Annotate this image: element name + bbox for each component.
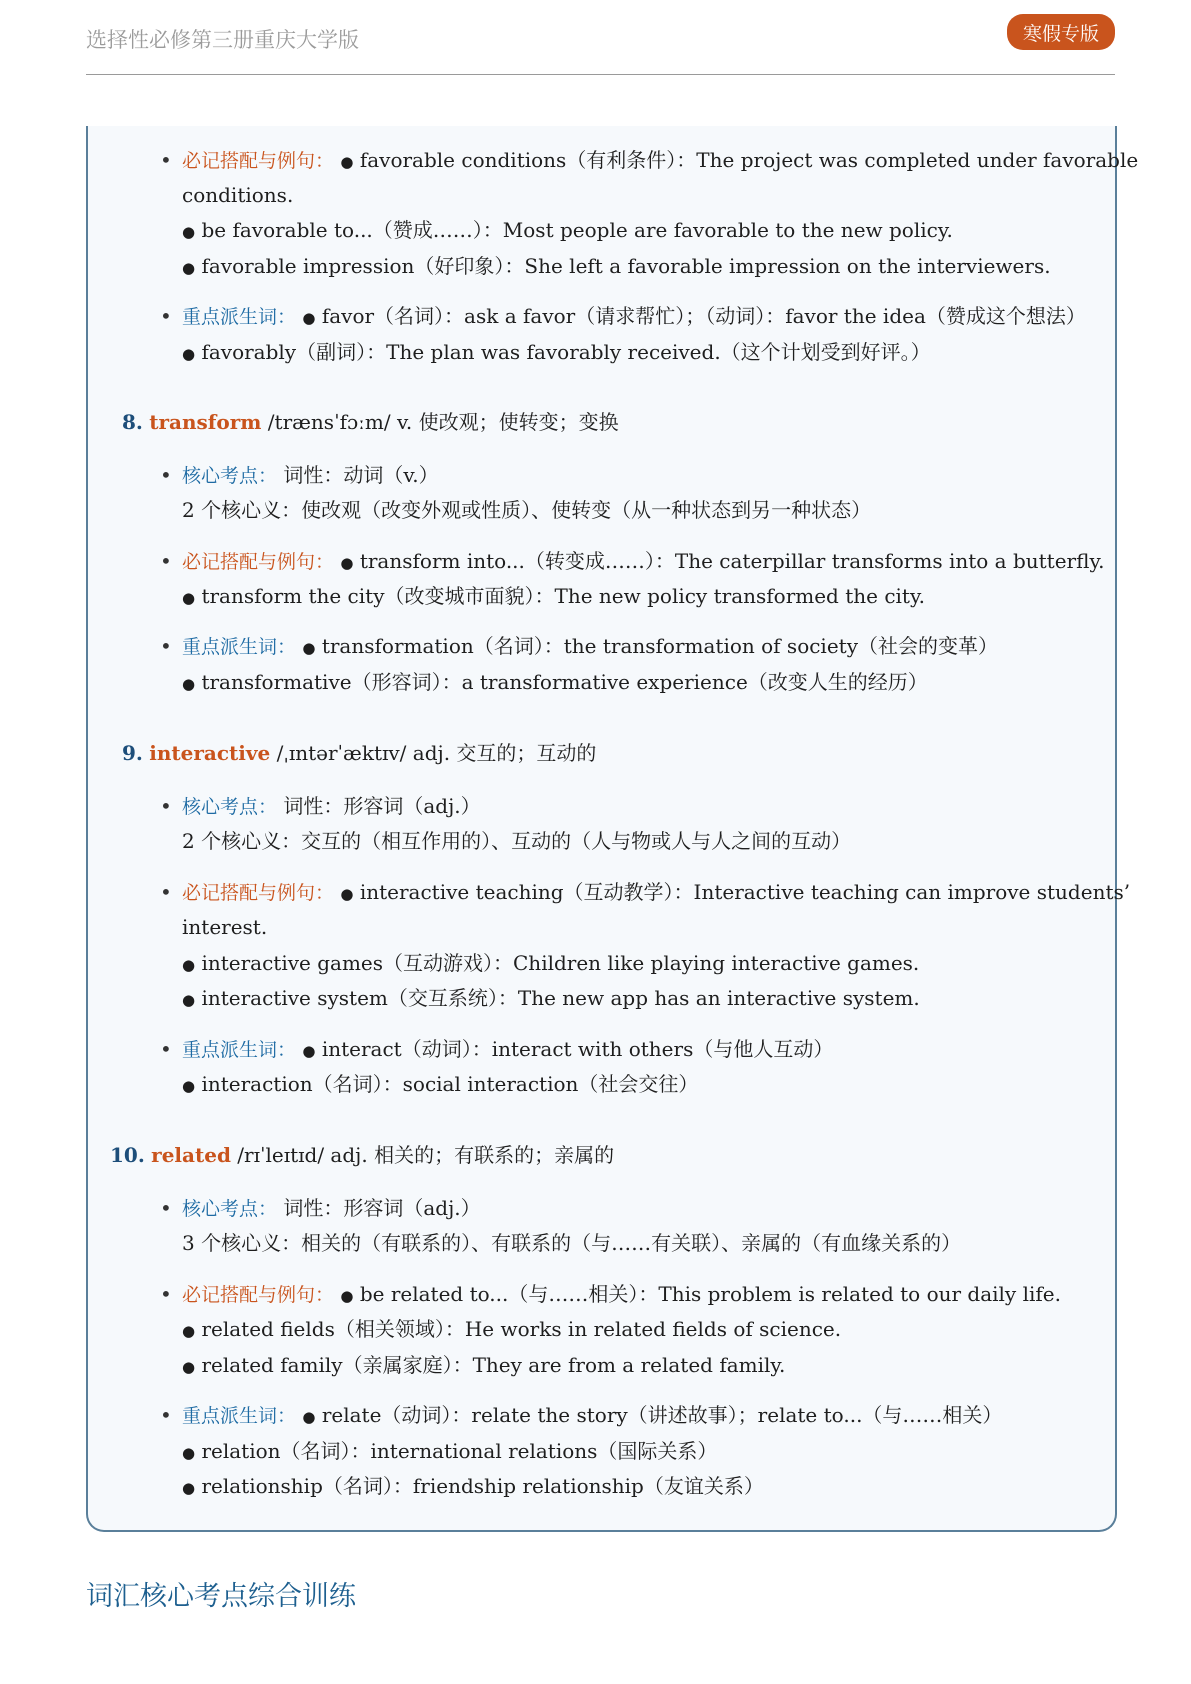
core-line: 2 个核心义：交互的（相互作用的）、互动的（人与物或人与人之间的互动）	[182, 829, 852, 853]
bullet: •	[160, 1403, 172, 1427]
entry-number: 10.	[110, 1143, 145, 1167]
core-line: 3 个核心义：相关的（有联系的）、有联系的（与……有关联）、亲属的（有血缘关系的）	[182, 1231, 962, 1255]
derivative-block: 重点派生词： ● transformation（名词）：the transformation of society（社会的变革）	[182, 634, 998, 658]
derivative-label: 重点派生词：	[182, 306, 297, 328]
collocation-line: ● interactive system（交互系统）：The new app has an interactive system.	[182, 986, 920, 1010]
core-block	[182, 462, 439, 489]
collocation-block: 必记搭配与例句： ● be related to...（与……相关）：This problem is related to our daily life.	[182, 1282, 1061, 1306]
bullet: •	[160, 634, 172, 658]
entry-word: transform	[149, 410, 262, 434]
collocation-line: transform into...（转变成……）：The caterpillar transforms into a butterfly.	[359, 549, 1105, 573]
collocation-line: interest.	[182, 915, 268, 939]
derivative-line: favor（名词）：ask a favor（请求帮忙）；（动词）：favor the idea（赞成这个想法）	[321, 304, 1086, 328]
entry-number: 8.	[122, 410, 143, 434]
header-title: 选择性必修第三册重庆大学版	[86, 28, 359, 52]
section-title: 词汇核心考点综合训练	[86, 1581, 356, 1612]
collocation-label: 必记搭配与例句：	[182, 551, 335, 573]
derivative-line: relate（动词）：relate the story（讲述故事）；relate to...（与……相关）	[321, 1403, 1003, 1427]
collocation-line: favorable conditions（有利条件）：The project was completed under favorable	[359, 148, 1139, 172]
collocation-block: 必记搭配与例句： ● interactive teaching（互动教学）：Interactive teaching can improve students’	[182, 880, 1131, 904]
derivative-block: 重点派生词： ● interact（动词）：interact with others（与他人互动）	[182, 1037, 834, 1061]
core-line: 2 个核心义：使改观（改变外观或性质）、使转变（从一种状态到另一种状态）	[182, 498, 872, 522]
entry-number: 9.	[122, 741, 143, 765]
derivative-label: 重点派生词：	[182, 1039, 297, 1061]
core-label: 核心考点：	[182, 465, 278, 487]
core-label: 核心考点：	[182, 796, 278, 818]
bullet: •	[160, 463, 172, 487]
core-block	[182, 793, 481, 820]
bullet: •	[160, 1282, 172, 1306]
core-line: 词性：形容词（adj.）	[283, 794, 481, 818]
derivative-block: 重点派生词： ● favor（名词）：ask a favor（请求帮忙）；（动词）：favor the idea（赞成这个想法）	[182, 304, 1086, 328]
collocation-block: 必记搭配与例句： ● transform into...（转变成……）：The caterpillar transforms into a butterfly.	[182, 549, 1105, 573]
entry-definition: /rɪˈleɪtɪd/ adj. 相关的；有联系的；亲属的	[230, 1143, 615, 1167]
core-label: 核心考点：	[182, 1198, 278, 1220]
edition-badge: 寒假专版	[1007, 14, 1115, 50]
entry-heading	[122, 740, 596, 766]
derivative-line: ● favorably（副词）：The plan was favorably received.（这个计划受到好评。）	[182, 340, 931, 364]
derivative-label: 重点派生词：	[182, 1405, 297, 1427]
entry-definition: /trænsˈfɔːm/ v. 使改观；使转变；变换	[261, 410, 619, 434]
bullet: •	[160, 304, 172, 328]
entry-word: interactive	[149, 741, 271, 765]
collocation-line: conditions.	[182, 183, 294, 207]
collocation-line: ● be favorable to...（赞成……）：Most people are favorable to the new policy.	[182, 218, 953, 242]
collocation-line: ● transform the city（改变城市面貌）：The new policy transformed the city.	[182, 584, 925, 608]
core-line: 词性：形容词（adj.）	[283, 1196, 481, 1220]
bullet: •	[160, 549, 172, 573]
bullet: •	[160, 1196, 172, 1220]
entry-word: related	[151, 1143, 231, 1167]
entry-heading	[122, 409, 619, 435]
derivative-line: ● transformative（形容词）：a transformative experience（改变人生的经历）	[182, 670, 928, 694]
entry-heading	[110, 1142, 614, 1168]
bullet: •	[160, 880, 172, 904]
bullet: •	[160, 1037, 172, 1061]
collocation-line: ● related fields（相关领域）：He works in related fields of science.	[182, 1317, 842, 1341]
derivative-line: interact（动词）：interact with others（与他人互动）	[321, 1037, 834, 1061]
collocation-line: ● interactive games（互动游戏）：Children like playing interactive games.	[182, 951, 920, 975]
bullet: •	[160, 794, 172, 818]
collocation-label: 必记搭配与例句：	[182, 1284, 335, 1306]
derivative-label: 重点派生词：	[182, 636, 297, 658]
core-line: 词性：动词（v.）	[283, 463, 439, 487]
collocation-block: 必记搭配与例句： ● favorable conditions（有利条件）：The project was completed under favorable	[182, 148, 1139, 172]
collocation-line: ● favorable impression（好印象）：She left a favorable impression on the interviewers.	[182, 254, 1051, 278]
header-divider	[86, 74, 1115, 75]
bullet: •	[160, 148, 172, 172]
core-block	[182, 1195, 481, 1222]
derivative-block: 重点派生词： ● relate（动词）：relate the story（讲述故事）；relate to...（与……相关）	[182, 1403, 1003, 1427]
derivative-line: transformation（名词）：the transformation of society（社会的变革）	[321, 634, 998, 658]
entry-definition: /ˌɪntərˈæktɪv/ adj. 交互的；互动的	[270, 741, 597, 765]
collocation-label: 必记搭配与例句：	[182, 882, 335, 904]
derivative-line: ● interaction（名词）：social interaction（社会交往）	[182, 1072, 699, 1096]
collocation-line: ● related family（亲属家庭）：They are from a related family.	[182, 1353, 786, 1377]
derivative-line: ● relation（名词）：international relations（国际关系）	[182, 1439, 718, 1463]
collocation-line: be related to...（与……相关）：This problem is related to our daily life.	[359, 1282, 1061, 1306]
collocation-label: 必记搭配与例句：	[182, 150, 335, 172]
collocation-line: interactive teaching（互动教学）：Interactive teaching can improve students’	[359, 880, 1131, 904]
derivative-line: ● relationship（名词）：friendship relationship（友谊关系）	[182, 1474, 764, 1498]
